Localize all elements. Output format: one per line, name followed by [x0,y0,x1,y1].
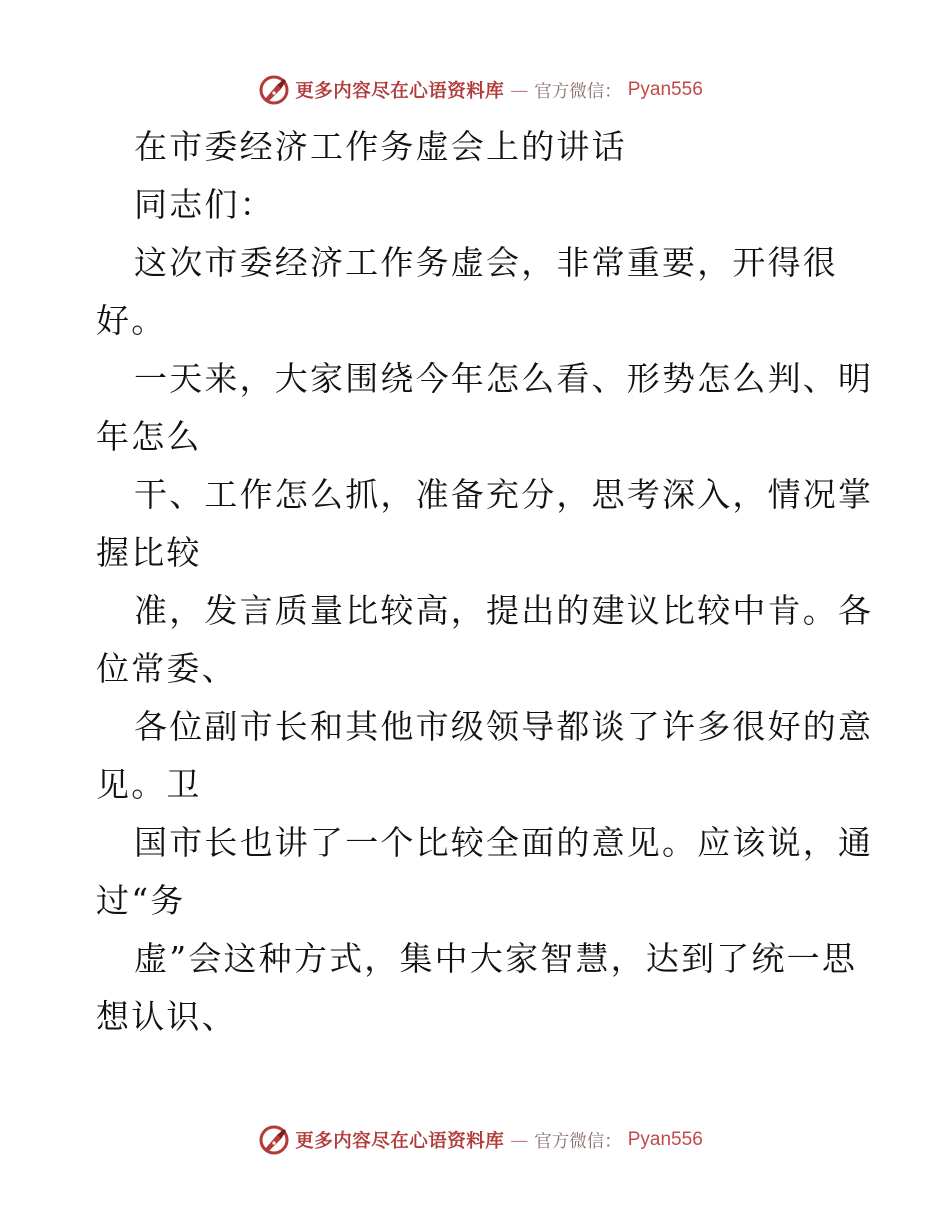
text-line: 握比较 [96,533,202,572]
text-line: 见。卫 [96,765,202,804]
text-line: 虚”会这种方式，集中大家智慧，达到了统一思 [134,939,858,978]
banner-wechat-label: 官方微信： [534,1131,622,1152]
text-line: 位常委、 [96,649,237,688]
text-line: 各位副市长和其他市级领导都谈了许多很好的意 [134,707,874,746]
banner-dash: — [510,1129,529,1151]
banner-title: 更多内容尽在心语资料库 [295,1131,505,1152]
text-line: 准，发言质量比较高，提出的建议比较中肯。各 [134,591,874,630]
header-banner [0,70,950,110]
text-line: 想认识、 [96,997,237,1036]
banner-dash: — [510,79,529,101]
text-line: 年怎么 [96,417,202,456]
document-title: 在市委经济工作务虚会上的讲话 [134,127,627,166]
banner-wechat-id: Pyan556 [627,1129,703,1150]
pen-nib-circle-icon [257,73,291,107]
banner-title: 更多内容尽在心语资料库 [295,81,505,102]
header-banner-content [247,73,703,107]
text-line: 这次市委经济工作务虚会，非常重要，开得很 [134,243,838,282]
footer-banner-content [247,1123,703,1157]
banner-wechat-label: 官方微信： [534,81,622,102]
text-line: 过“务 [96,881,186,920]
text-line: 干、工作怎么抓，准备充分，思考深入，情况掌 [134,475,874,514]
text-line: 好。 [96,301,167,340]
salutation: 同志们： [134,185,275,224]
text-line: 国市长也讲了一个比较全面的意见。应该说，通 [134,823,874,862]
text-line: 一天来，大家围绕今年怎么看、形势怎么判、明 [134,359,874,398]
document-body [96,118,874,1046]
footer-banner [0,1120,950,1160]
banner-wechat-id: Pyan556 [627,79,703,100]
pen-nib-circle-icon [257,1123,291,1157]
